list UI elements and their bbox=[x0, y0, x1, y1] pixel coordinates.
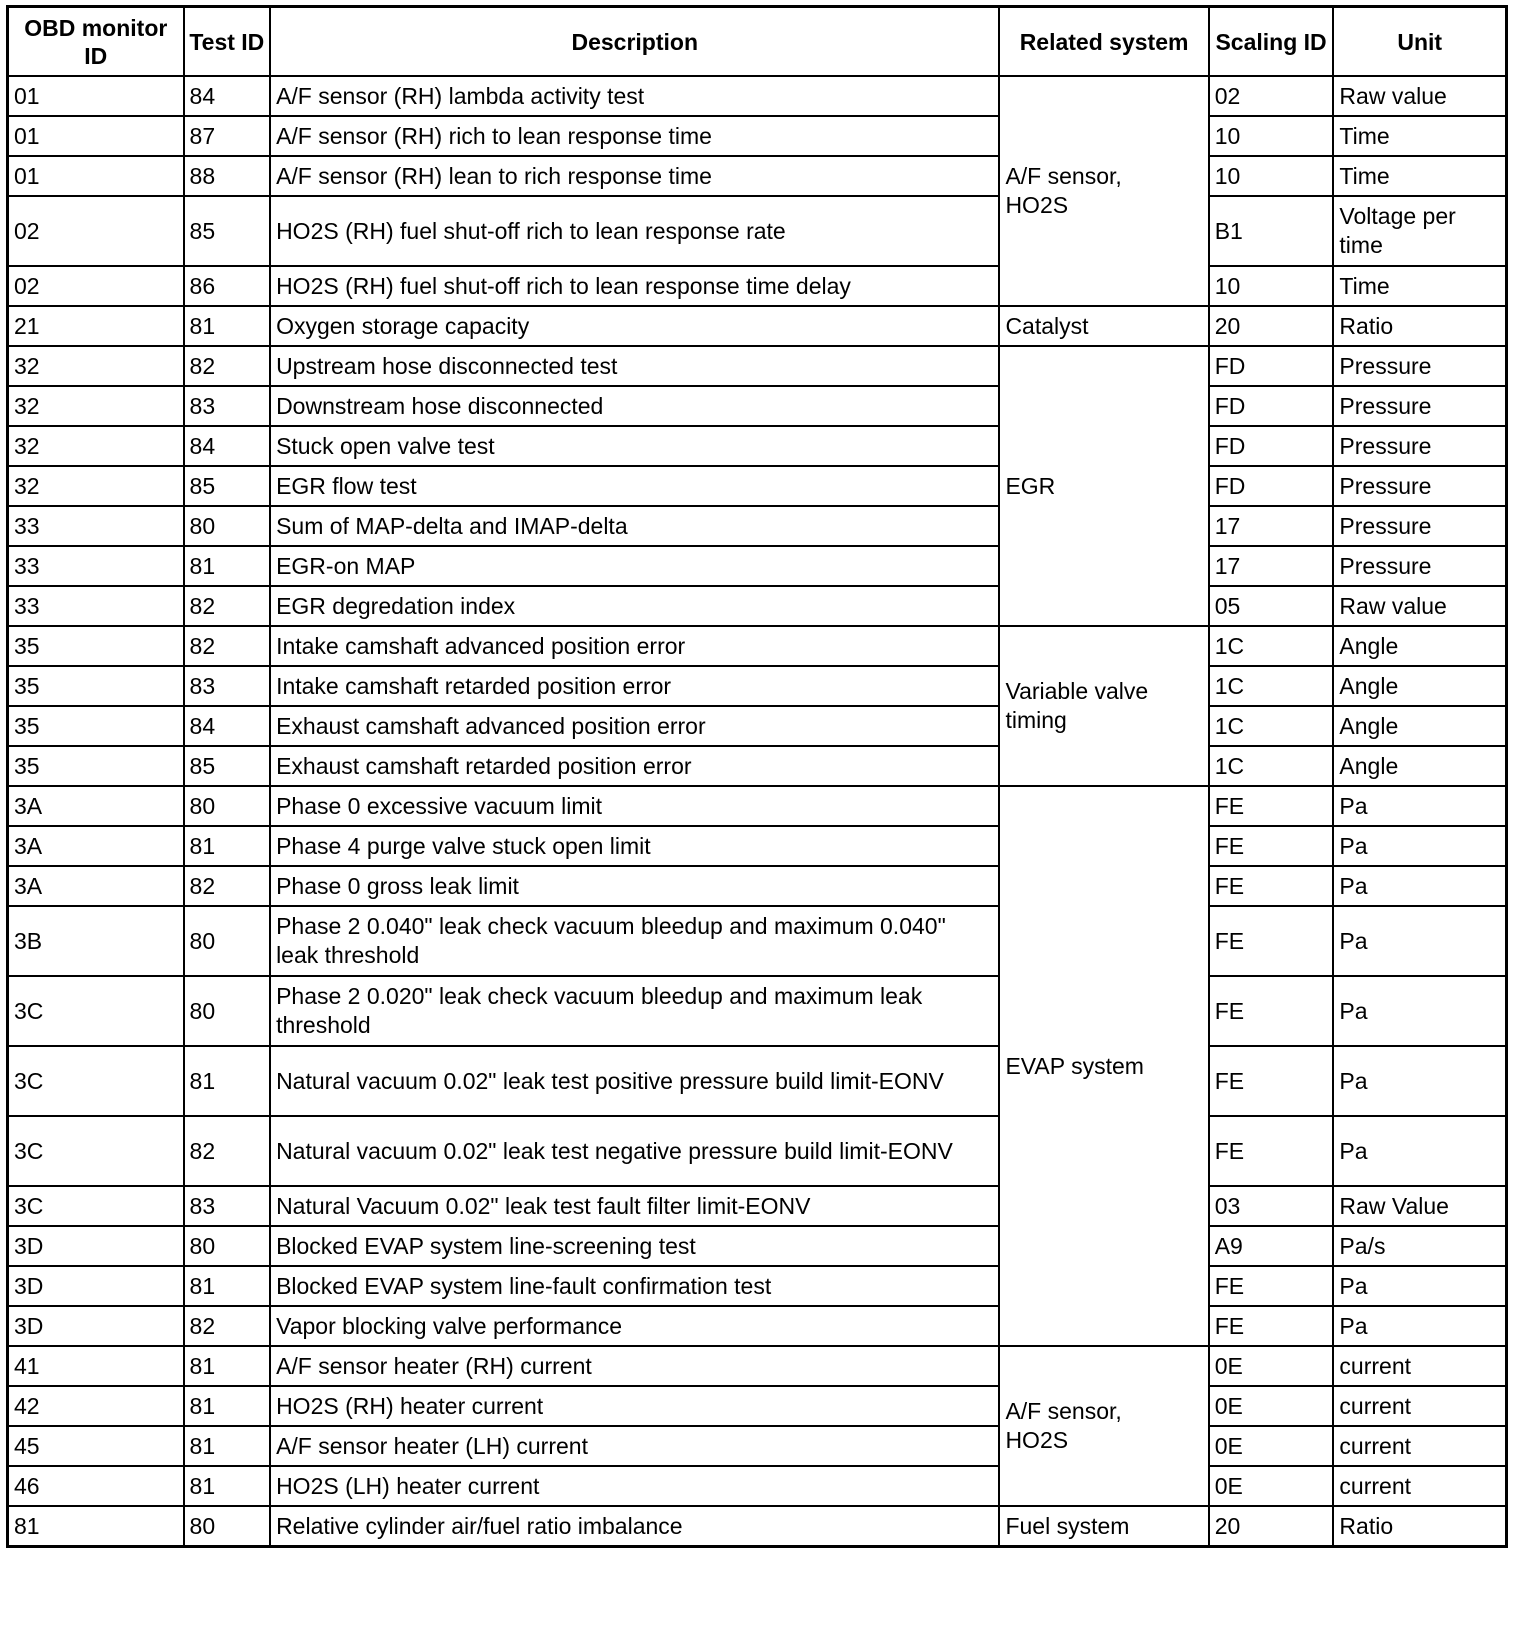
cell-scaling-id: 0E bbox=[1209, 1426, 1334, 1466]
cell-test-id: 83 bbox=[184, 666, 271, 706]
cell-unit: current bbox=[1333, 1346, 1506, 1386]
cell-description: Phase 4 purge valve stuck open limit bbox=[270, 826, 999, 866]
cell-obd-monitor-id: 01 bbox=[8, 156, 184, 196]
cell-obd-monitor-id: 01 bbox=[8, 76, 184, 116]
cell-description: Intake camshaft advanced position error bbox=[270, 626, 999, 666]
table-row bbox=[8, 1266, 1507, 1306]
cell-test-id: 83 bbox=[184, 386, 271, 426]
cell-unit: Pressure bbox=[1333, 506, 1506, 546]
table-row bbox=[8, 1346, 1507, 1386]
cell-unit: Pressure bbox=[1333, 546, 1506, 586]
cell-obd-monitor-id: 33 bbox=[8, 586, 184, 626]
cell-unit: Pressure bbox=[1333, 466, 1506, 506]
cell-description: Natural Vacuum 0.02" leak test fault filter limit-EONV bbox=[270, 1186, 999, 1226]
cell-obd-monitor-id: 41 bbox=[8, 1346, 184, 1386]
cell-scaling-id: B1 bbox=[1209, 196, 1334, 266]
table-row bbox=[8, 1466, 1507, 1506]
cell-test-id: 85 bbox=[184, 196, 271, 266]
cell-description: A/F sensor heater (RH) current bbox=[270, 1346, 999, 1386]
cell-unit: Pa bbox=[1333, 906, 1506, 976]
cell-obd-monitor-id: 3D bbox=[8, 1306, 184, 1346]
cell-unit: Pa bbox=[1333, 1266, 1506, 1306]
cell-scaling-id: 02 bbox=[1209, 76, 1334, 116]
cell-obd-monitor-id: 42 bbox=[8, 1386, 184, 1426]
cell-test-id: 82 bbox=[184, 586, 271, 626]
cell-scaling-id: 0E bbox=[1209, 1346, 1334, 1386]
cell-test-id: 88 bbox=[184, 156, 271, 196]
cell-obd-monitor-id: 32 bbox=[8, 466, 184, 506]
cell-unit: Ratio bbox=[1333, 306, 1506, 346]
table-row bbox=[8, 76, 1507, 116]
table-row bbox=[8, 626, 1507, 666]
cell-obd-monitor-id: 35 bbox=[8, 706, 184, 746]
cell-test-id: 80 bbox=[184, 786, 271, 826]
cell-obd-monitor-id: 3B bbox=[8, 906, 184, 976]
table-body bbox=[8, 76, 1507, 1547]
cell-related-system: A/F sensor, HO2S bbox=[999, 76, 1208, 306]
cell-scaling-id: FD bbox=[1209, 346, 1334, 386]
cell-description: Blocked EVAP system line-screening test bbox=[270, 1226, 999, 1266]
cell-obd-monitor-id: 3A bbox=[8, 826, 184, 866]
cell-scaling-id: FD bbox=[1209, 466, 1334, 506]
cell-unit: Angle bbox=[1333, 746, 1506, 786]
cell-obd-monitor-id: 3D bbox=[8, 1266, 184, 1306]
cell-scaling-id: 05 bbox=[1209, 586, 1334, 626]
cell-scaling-id: FE bbox=[1209, 1306, 1334, 1346]
cell-obd-monitor-id: 02 bbox=[8, 196, 184, 266]
cell-scaling-id: FE bbox=[1209, 1046, 1334, 1116]
cell-test-id: 84 bbox=[184, 426, 271, 466]
cell-test-id: 85 bbox=[184, 746, 271, 786]
cell-scaling-id: 10 bbox=[1209, 266, 1334, 306]
cell-test-id: 80 bbox=[184, 976, 271, 1046]
cell-description: Downstream hose disconnected bbox=[270, 386, 999, 426]
cell-description: Relative cylinder air/fuel ratio imbalance bbox=[270, 1506, 999, 1547]
cell-related-system: EGR bbox=[999, 346, 1208, 626]
cell-test-id: 80 bbox=[184, 1506, 271, 1547]
table-row bbox=[8, 306, 1507, 346]
cell-obd-monitor-id: 33 bbox=[8, 546, 184, 586]
cell-obd-monitor-id: 45 bbox=[8, 1426, 184, 1466]
table-row bbox=[8, 826, 1507, 866]
cell-test-id: 82 bbox=[184, 626, 271, 666]
table-row bbox=[8, 1306, 1507, 1346]
cell-test-id: 84 bbox=[184, 76, 271, 116]
cell-scaling-id: FE bbox=[1209, 826, 1334, 866]
table-row bbox=[8, 1046, 1507, 1116]
cell-description: A/F sensor (RH) lambda activity test bbox=[270, 76, 999, 116]
cell-test-id: 80 bbox=[184, 506, 271, 546]
cell-unit: Time bbox=[1333, 156, 1506, 196]
cell-related-system: Catalyst bbox=[999, 306, 1208, 346]
cell-description: EGR degredation index bbox=[270, 586, 999, 626]
cell-description: Blocked EVAP system line-fault confirmation test bbox=[270, 1266, 999, 1306]
cell-description: Sum of MAP-delta and IMAP-delta bbox=[270, 506, 999, 546]
cell-scaling-id: 10 bbox=[1209, 116, 1334, 156]
table-row bbox=[8, 1386, 1507, 1426]
cell-obd-monitor-id: 3D bbox=[8, 1226, 184, 1266]
cell-description: Exhaust camshaft advanced position error bbox=[270, 706, 999, 746]
cell-unit: Pa bbox=[1333, 1046, 1506, 1116]
cell-description: Phase 0 excessive vacuum limit bbox=[270, 786, 999, 826]
table-row bbox=[8, 746, 1507, 786]
cell-description: Phase 2 0.020" leak check vacuum bleedup and maximum leak threshold bbox=[270, 976, 999, 1046]
cell-unit: Angle bbox=[1333, 626, 1506, 666]
cell-description: Phase 0 gross leak limit bbox=[270, 866, 999, 906]
cell-scaling-id: 03 bbox=[1209, 1186, 1334, 1226]
cell-obd-monitor-id: 46 bbox=[8, 1466, 184, 1506]
cell-obd-monitor-id: 81 bbox=[8, 1506, 184, 1547]
header-unit: Unit bbox=[1333, 7, 1506, 77]
cell-description: Oxygen storage capacity bbox=[270, 306, 999, 346]
cell-description: HO2S (RH) fuel shut-off rich to lean response time delay bbox=[270, 266, 999, 306]
cell-obd-monitor-id: 3C bbox=[8, 1186, 184, 1226]
cell-obd-monitor-id: 3C bbox=[8, 1116, 184, 1186]
cell-scaling-id: 10 bbox=[1209, 156, 1334, 196]
cell-scaling-id: 17 bbox=[1209, 506, 1334, 546]
cell-unit: Pa bbox=[1333, 976, 1506, 1046]
cell-obd-monitor-id: 21 bbox=[8, 306, 184, 346]
cell-unit: Pa/s bbox=[1333, 1226, 1506, 1266]
cell-description: HO2S (RH) fuel shut-off rich to lean response rate bbox=[270, 196, 999, 266]
table-row bbox=[8, 466, 1507, 506]
cell-description: Phase 2 0.040" leak check vacuum bleedup and maximum 0.040" leak threshold bbox=[270, 906, 999, 976]
cell-unit: Ratio bbox=[1333, 1506, 1506, 1547]
cell-description: EGR flow test bbox=[270, 466, 999, 506]
cell-scaling-id: FD bbox=[1209, 426, 1334, 466]
cell-description: A/F sensor heater (LH) current bbox=[270, 1426, 999, 1466]
cell-test-id: 81 bbox=[184, 1046, 271, 1116]
cell-unit: current bbox=[1333, 1426, 1506, 1466]
cell-scaling-id: 0E bbox=[1209, 1386, 1334, 1426]
cell-related-system: Variable valve timing bbox=[999, 626, 1208, 786]
cell-scaling-id: FE bbox=[1209, 786, 1334, 826]
table-row bbox=[8, 506, 1507, 546]
cell-obd-monitor-id: 32 bbox=[8, 346, 184, 386]
cell-scaling-id: FE bbox=[1209, 1266, 1334, 1306]
cell-unit: Raw Value bbox=[1333, 1186, 1506, 1226]
cell-obd-monitor-id: 35 bbox=[8, 666, 184, 706]
cell-description: Exhaust camshaft retarded position error bbox=[270, 746, 999, 786]
cell-description: Stuck open valve test bbox=[270, 426, 999, 466]
header-test-id: Test ID bbox=[184, 7, 271, 77]
cell-test-id: 81 bbox=[184, 546, 271, 586]
cell-scaling-id: 0E bbox=[1209, 1466, 1334, 1506]
cell-unit: Pa bbox=[1333, 866, 1506, 906]
table-row bbox=[8, 116, 1507, 156]
cell-scaling-id: 1C bbox=[1209, 626, 1334, 666]
cell-obd-monitor-id: 32 bbox=[8, 426, 184, 466]
table-row bbox=[8, 196, 1507, 266]
cell-unit: Pressure bbox=[1333, 386, 1506, 426]
cell-scaling-id: FE bbox=[1209, 1116, 1334, 1186]
header-obd-monitor-id: OBD monitor ID bbox=[8, 7, 184, 77]
cell-test-id: 84 bbox=[184, 706, 271, 746]
cell-test-id: 85 bbox=[184, 466, 271, 506]
cell-obd-monitor-id: 01 bbox=[8, 116, 184, 156]
cell-related-system: Fuel system bbox=[999, 1506, 1208, 1547]
cell-test-id: 81 bbox=[184, 1386, 271, 1426]
cell-related-system: EVAP system bbox=[999, 786, 1208, 1346]
cell-unit: Voltage per time bbox=[1333, 196, 1506, 266]
cell-test-id: 80 bbox=[184, 1226, 271, 1266]
cell-obd-monitor-id: 35 bbox=[8, 746, 184, 786]
cell-unit: Pressure bbox=[1333, 346, 1506, 386]
obd-test-table bbox=[6, 5, 1508, 1548]
cell-unit: current bbox=[1333, 1466, 1506, 1506]
cell-unit: Time bbox=[1333, 266, 1506, 306]
table-row bbox=[8, 666, 1507, 706]
cell-unit: Raw value bbox=[1333, 586, 1506, 626]
cell-test-id: 82 bbox=[184, 346, 271, 386]
table-row bbox=[8, 386, 1507, 426]
cell-scaling-id: 1C bbox=[1209, 666, 1334, 706]
cell-unit: current bbox=[1333, 1386, 1506, 1426]
cell-description: A/F sensor (RH) rich to lean response time bbox=[270, 116, 999, 156]
table-row bbox=[8, 786, 1507, 826]
cell-obd-monitor-id: 3A bbox=[8, 786, 184, 826]
cell-description: Vapor blocking valve performance bbox=[270, 1306, 999, 1346]
cell-test-id: 82 bbox=[184, 1116, 271, 1186]
cell-obd-monitor-id: 33 bbox=[8, 506, 184, 546]
header-related-system: Related system bbox=[999, 7, 1208, 77]
cell-description: HO2S (LH) heater current bbox=[270, 1466, 999, 1506]
cell-scaling-id: 20 bbox=[1209, 306, 1334, 346]
cell-obd-monitor-id: 35 bbox=[8, 626, 184, 666]
cell-test-id: 81 bbox=[184, 826, 271, 866]
cell-obd-monitor-id: 3C bbox=[8, 1046, 184, 1116]
cell-unit: Pa bbox=[1333, 1306, 1506, 1346]
cell-description: HO2S (RH) heater current bbox=[270, 1386, 999, 1426]
cell-scaling-id: FE bbox=[1209, 906, 1334, 976]
cell-scaling-id: 1C bbox=[1209, 746, 1334, 786]
cell-description: Natural vacuum 0.02" leak test positive pressure build limit-EONV bbox=[270, 1046, 999, 1116]
cell-test-id: 81 bbox=[184, 1346, 271, 1386]
table-row bbox=[8, 1506, 1507, 1547]
cell-test-id: 81 bbox=[184, 1466, 271, 1506]
table-row bbox=[8, 346, 1507, 386]
cell-test-id: 81 bbox=[184, 1426, 271, 1466]
cell-description: Upstream hose disconnected test bbox=[270, 346, 999, 386]
table-row bbox=[8, 1186, 1507, 1226]
cell-unit: Pa bbox=[1333, 1116, 1506, 1186]
cell-scaling-id: 20 bbox=[1209, 1506, 1334, 1547]
cell-description: Natural vacuum 0.02" leak test negative pressure build limit-EONV bbox=[270, 1116, 999, 1186]
table-header-row bbox=[8, 7, 1507, 77]
cell-test-id: 82 bbox=[184, 1306, 271, 1346]
cell-unit: Pa bbox=[1333, 826, 1506, 866]
cell-scaling-id: A9 bbox=[1209, 1226, 1334, 1266]
cell-scaling-id: FE bbox=[1209, 976, 1334, 1046]
table-row bbox=[8, 976, 1507, 1046]
cell-scaling-id: FD bbox=[1209, 386, 1334, 426]
cell-scaling-id: 17 bbox=[1209, 546, 1334, 586]
cell-unit: Angle bbox=[1333, 666, 1506, 706]
cell-test-id: 81 bbox=[184, 1266, 271, 1306]
cell-obd-monitor-id: 32 bbox=[8, 386, 184, 426]
cell-unit: Angle bbox=[1333, 706, 1506, 746]
table-row bbox=[8, 1426, 1507, 1466]
cell-scaling-id: 1C bbox=[1209, 706, 1334, 746]
table-row bbox=[8, 546, 1507, 586]
cell-unit: Raw value bbox=[1333, 76, 1506, 116]
table-row bbox=[8, 586, 1507, 626]
cell-related-system: A/F sensor, HO2S bbox=[999, 1346, 1208, 1506]
cell-unit: Pressure bbox=[1333, 426, 1506, 466]
cell-unit: Pa bbox=[1333, 786, 1506, 826]
cell-scaling-id: FE bbox=[1209, 866, 1334, 906]
cell-test-id: 81 bbox=[184, 306, 271, 346]
table-row bbox=[8, 706, 1507, 746]
cell-description: Intake camshaft retarded position error bbox=[270, 666, 999, 706]
cell-test-id: 86 bbox=[184, 266, 271, 306]
cell-test-id: 83 bbox=[184, 1186, 271, 1226]
table-row bbox=[8, 906, 1507, 976]
table-row bbox=[8, 866, 1507, 906]
table-row bbox=[8, 266, 1507, 306]
cell-description: A/F sensor (RH) lean to rich response time bbox=[270, 156, 999, 196]
table-row bbox=[8, 156, 1507, 196]
cell-obd-monitor-id: 3A bbox=[8, 866, 184, 906]
cell-unit: Time bbox=[1333, 116, 1506, 156]
table-row bbox=[8, 1116, 1507, 1186]
cell-obd-monitor-id: 3C bbox=[8, 976, 184, 1046]
cell-test-id: 82 bbox=[184, 866, 271, 906]
cell-test-id: 80 bbox=[184, 906, 271, 976]
table-row bbox=[8, 1226, 1507, 1266]
cell-obd-monitor-id: 02 bbox=[8, 266, 184, 306]
header-scaling-id: Scaling ID bbox=[1209, 7, 1334, 77]
table-row bbox=[8, 426, 1507, 466]
cell-description: EGR-on MAP bbox=[270, 546, 999, 586]
cell-test-id: 87 bbox=[184, 116, 271, 156]
header-description: Description bbox=[270, 7, 999, 77]
